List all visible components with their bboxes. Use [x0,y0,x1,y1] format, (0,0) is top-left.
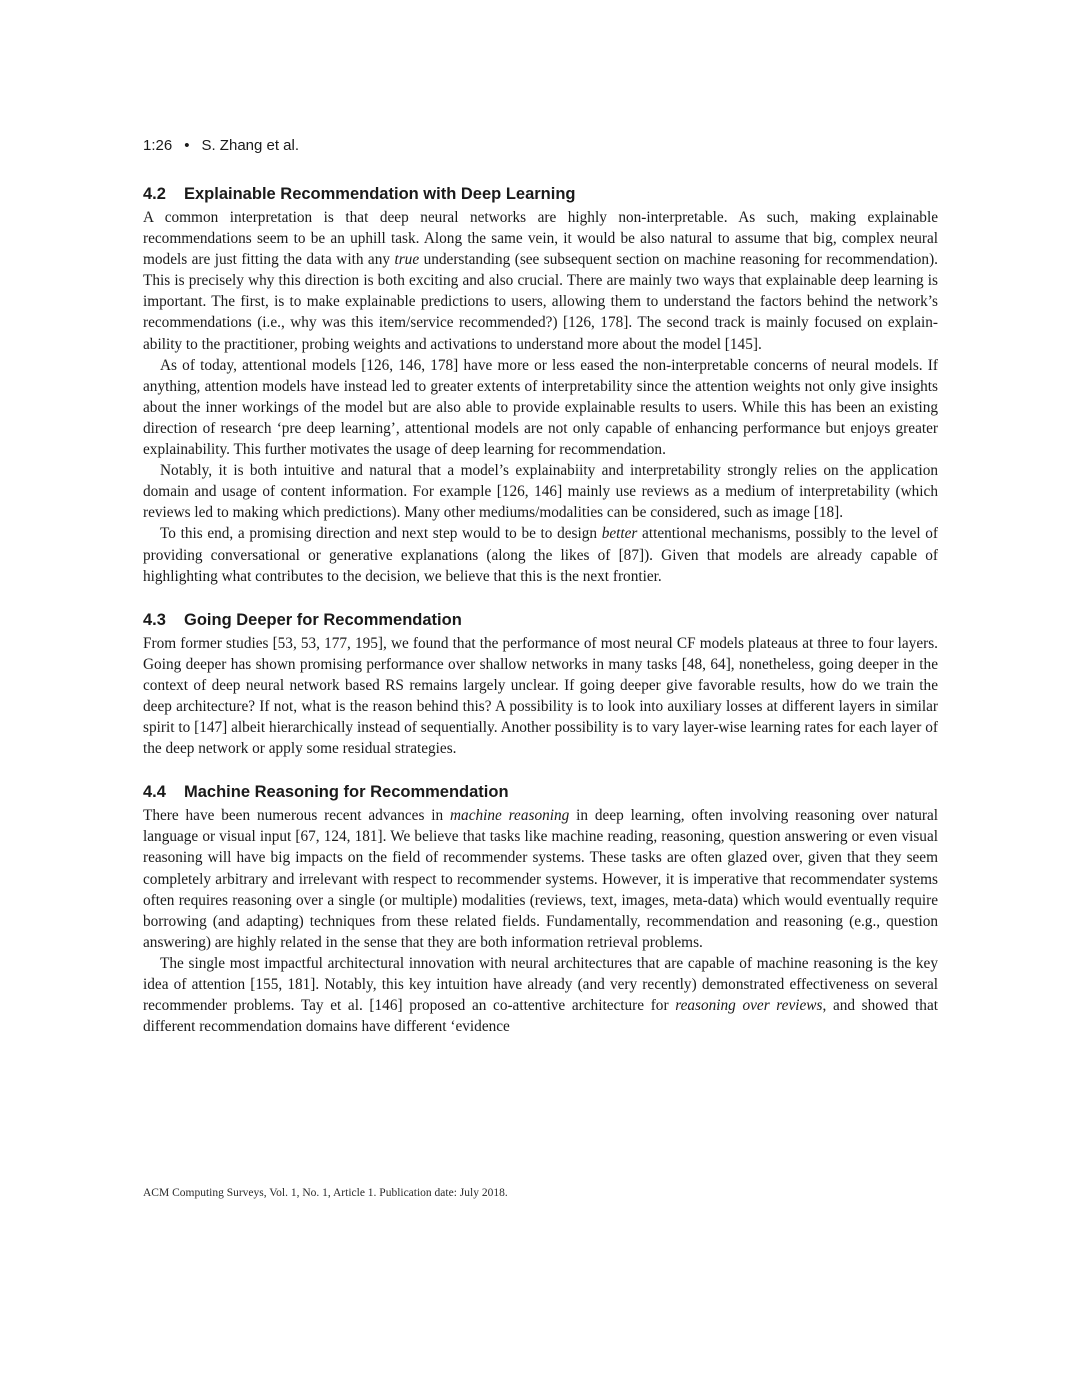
page-footer: ACM Computing Surveys, Vol. 1, No. 1, Article 1. Publication date: July 2018. [143,1187,508,1199]
section-number: 4.2 [143,185,166,203]
paragraph: To this end, a promising direction and next step would to be to design better attentional mechanisms, possibly to the level of providing conversational or generative explanations (along the likes of [87]). Given that models are already capable of highlighting what contributes to the decision, we believe that this is the next frontier. [143,525,938,585]
section-heading-4-3 [143,609,938,631]
paragraph: As of today, attentional models [126, 146, 178] have more or less eased the non-interpretable concerns of neural models. If anything, attention models have instead led to greater extents of interpretability since the attention weights not only give insights about the inner workings of the model but are also able to provide explainable results to users. While this has been an existing direction of research ‘pre deep learning’, attentional models are not only capable of enhancing performance but enjoys greater explainability. This further motivates the usage of deep learning for recommendation. [143,356,938,459]
emphasis: better [601,525,638,543]
emphasis: reasoning over reviews [675,997,823,1015]
section-heading-4-4 [143,781,938,803]
running-head [143,133,938,159]
paragraph: Notably, it is both intuitive and natural that a model’s explainabiity and interpretability strongly relies on the application domain and usage of content information. For example [126, 146] mainly use reviews as a medium of interpretability (which reviews led to making which predictions). Many other mediums/modalities can be considered, such as image [18]. [143,462,938,522]
page-body [143,133,938,1037]
section-number: 4.4 [143,783,166,802]
paragraph: The single most impactful architectural innovation with neural architectures that are capable of machine reasoning is the key idea of attention [155, 181]. Notably, this key intuition have already (and very recently) demonstrated effectiveness on several recommender problems. Tay et al. [146] proposed an co-attentive architecture for reasoning over reviews, and showed that different recommendation domains have different ‘evidence [143,954,939,1036]
section-heading-4-2 [143,183,938,205]
section-title: Going Deeper for Recommendation [184,610,462,629]
emphasis: true [394,251,420,269]
paragraph: A common interpretation is that deep neural networks are highly non-interpretable. As such, making explainable recommendations seem to be an uphill task. Along the same vein, it would be also natural to assume that big, complex neural models are just fitting the data with any true understanding (see subsequent section on machine reasoning for recommendation). This is precisely why this direction is both exciting and also crucial. There are mainly two ways that explainable deep learning is important. The first, is to make explainable predictions to users, allowing them to understand the factors behind the network’s recommendations (i.e., why was this item/service recommended?) [126, 178]. The second track is mainly focused on explain-ability to the practitioner, probing weights and activations to understand more about the model [145]. [143,209,938,353]
paragraph: There have been numerous recent advances in machine reasoning in deep learning, often involving reasoning over natural language or visual input [67, 124, 181]. We believe that tasks like machine reading, reasoning, question answering or even visual reasoning will have big impacts on the field of recommender systems. These tasks are often glazed over, given that they seem completely arbitrary and irrelevant with respect to recommender systems. However, it is imperative that recommendater systems often requires reasoning over a single (or multiple) modalities (reviews, text, images, meta-data) which would eventually require borrowing (and adapting) techniques from these related fields. Fundamentally, recommendation and reasoning (e.g., question answering) are highly related in the sense that they are both information retrieval problems. [143,807,938,951]
section-number: 4.3 [143,610,166,629]
authors: S. Zhang et al. [201,137,300,154]
emphasis: machine reasoning [450,807,570,825]
paragraph: From former studies [53, 53, 177, 195], we found that the performance of most neural CF models plateaus at three to four layers. Going deeper has shown promising performance over shallow networks in many tasks [48, 64], nonetheless, going deeper in the context of deep neural network based RS remains largely unclear. If going deeper give favorable results, how do we train the deep architecture? If not, what is the reason behind this? A possibility is to look into auxiliary losses at different layers in similar spirit to [147] albeit hierarchically instead of sequentially. Another possibility is to vary layer-wise learning rates for each layer of the deep network or apply some residual strategies. [143,634,938,758]
page-number: 1:26 [143,137,173,154]
header-separator: • [184,137,190,154]
section-title: Machine Reasoning for Recommendation [184,783,509,802]
section-title: Explainable Recommendation with Deep Learning [184,185,576,203]
